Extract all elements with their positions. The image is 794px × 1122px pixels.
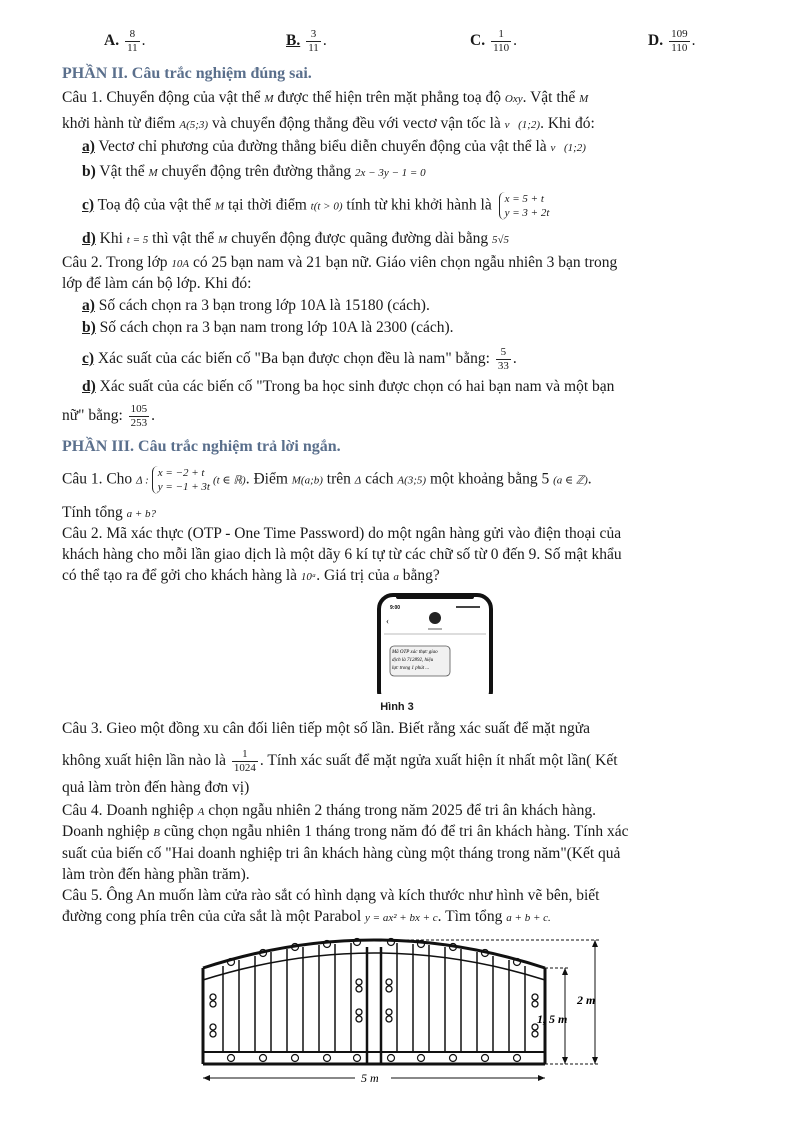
p3q3-line2: không xuất hiện lần nào là $\frac{1}{1024}$ . Tính xác suất để mặt ngửa xuất hiện ít nhất một lần( Kết — [62, 748, 618, 774]
p3q3-line1: Câu 3. Gieo một đồng xu cân đối liên tiếp một số lần. Biết rằng xác suất để mặt ngửa — [62, 720, 590, 737]
p3q2-line2: khách hàng cho mỗi lần giao dịch là một dãy 6 kí tự từ các chữ số từ 0 đến 9. Số mật khẩu — [62, 546, 622, 563]
p3q1-line2: Tính tổng a + b? — [62, 504, 157, 521]
gate-bars — [223, 943, 525, 1052]
option-a[interactable]: A. $\frac{8}{11}$ . — [104, 28, 146, 54]
p2q2-d: d) Xác suất của các biến cố "Trong ba học sinh được chọn có hai bạn nam và một bạn — [82, 378, 615, 395]
figure-caption: Hình 3 — [380, 701, 414, 713]
width-label: 5 m — [361, 1071, 379, 1085]
p2q1-c: c) Toạ độ của vật thể M tại thời điểm t(t > 0) tính từ khi khởi hành là x = 5 + t y = 3 + 2t — [82, 193, 550, 219]
back-chevron-icon: ‹ — [386, 616, 389, 626]
part3-title: PHẦN III. Câu trắc nghiệm trả lời ngắn. — [62, 438, 341, 455]
sms-line1: Mã OTP xác thực giao — [392, 650, 438, 655]
p3q3-line3: quả làm tròn đến hàng đơn vị) — [62, 779, 250, 796]
sms-line2: dịch là 712892, hiệu — [392, 658, 434, 663]
p2q2-c: c) Xác suất của các biến cố "Ba bạn được chọn đều là nam" bằng: $\frac{5}{33}$ . — [82, 346, 517, 372]
p2q2-d-cont: nữ" bằng: $\frac{105}{253}$ . — [62, 403, 156, 429]
p2q1-b: b) Vật thể M chuyển động trên đường thẳng 2x − 3y − 1 = 0 — [82, 163, 426, 180]
p3q5-line1: Câu 5. Ông An muốn làm cửa rào sắt có hình dạng và kích thước như hình vẽ bên, biết — [62, 887, 600, 904]
p2q2-b: b) Số cách chọn ra 3 bạn nam trong lớp 10A là 2300 (cách). — [82, 319, 454, 336]
p2q2-line1: Câu 2. Trong lớp 10A có 25 bạn nam và 21 bạn nữ. Giáo viên chọn ngẫu nhiên 3 bạn trong — [62, 254, 618, 271]
height-total-label: 2 m — [577, 993, 596, 1007]
p2q1-a: a) Vectơ chỉ phương của đường thẳng biểu diễn chuyển động của vật thể là v⃗(1;2) — [82, 138, 586, 155]
p3q4-line1: Câu 4. Doanh nghiệp A chọn ngẫu nhiên 2 tháng trong năm 2025 để tri ân khách hàng. — [62, 802, 597, 819]
phone-time: 9:00 — [390, 605, 401, 611]
height-side-label: 1, 5 m — [537, 1012, 568, 1026]
p3q2-line3: có thể tạo ra để gởi cho khách hàng là 10ᵃ. Giá trị của a bằng? — [62, 567, 440, 584]
contact-avatar-icon — [429, 612, 441, 624]
p2q1-d: d) Khi t = 5 thì vật thể M chuyển động được quãng đường dài bằng 5√5 — [82, 230, 510, 247]
p2q2-line2: lớp để làm cán bộ lớp. Khi đó: — [62, 275, 252, 292]
part2-title: PHẦN II. Câu trắc nghiệm đúng sai. — [62, 65, 312, 82]
p2q2-a: a) Số cách chọn ra 3 bạn trong lớp 10A là 15180 (cách). — [82, 297, 430, 314]
gate-scrolls — [210, 979, 538, 1037]
p2q1-line1: Câu 1. Chuyển động của vật thể M được thể hiện trên mặt phẳng toạ độ Oxy. Vật thể M — [62, 89, 589, 106]
p2q1-line2: khởi hành từ điểm A(5;3) và chuyển động thẳng đều với vectơ vận tốc là v⃗(1;2). Khi đó: — [62, 115, 595, 132]
p3q4-line3: suất của biến cố "Hai doanh nghiệp tri ân khách hàng cùng một tháng trong năm"(Kết quả — [62, 845, 621, 862]
option-c[interactable]: C. $\frac{1}{110}$ . — [470, 28, 518, 54]
p3q1-line1: Câu 1. Cho Δ : x = −2 + t y = −1 + 3t (t ∈ ℝ). Điểm M(a;b) trên Δ cách A(3;5) một khoảng bằng 5 (a ∈ ℤ). — [62, 467, 592, 493]
p3q2-line1: Câu 2. Mã xác thực (OTP - One Time Password) do một ngân hàng gửi vào điện thoại của — [62, 525, 622, 542]
phone-notch — [396, 594, 474, 599]
dimension-lines — [203, 940, 600, 1078]
phone-figure — [376, 592, 494, 694]
p3q4-line2: Doanh nghiệp B cũng chọn ngẫu nhiên 1 tháng trong năm đó để tri ân khách hàng. Tính xác — [62, 823, 629, 840]
p3q4-line4: làm tròn đến hàng phần trăm). — [62, 866, 250, 883]
gate-figure — [195, 932, 615, 1092]
p3q5-line2: đường cong phía trên của cửa sắt là một Parabol y = ax² + bx + c. Tìm tổng a + b + c. — [62, 908, 551, 925]
dimension-arrows — [203, 940, 598, 1081]
sms-line3: lực trong 1 phút ... — [392, 666, 430, 671]
option-d[interactable]: D. $\frac{109}{110}$ . — [648, 28, 696, 54]
option-b[interactable]: B. $\frac{3}{11}$ . — [286, 28, 327, 54]
